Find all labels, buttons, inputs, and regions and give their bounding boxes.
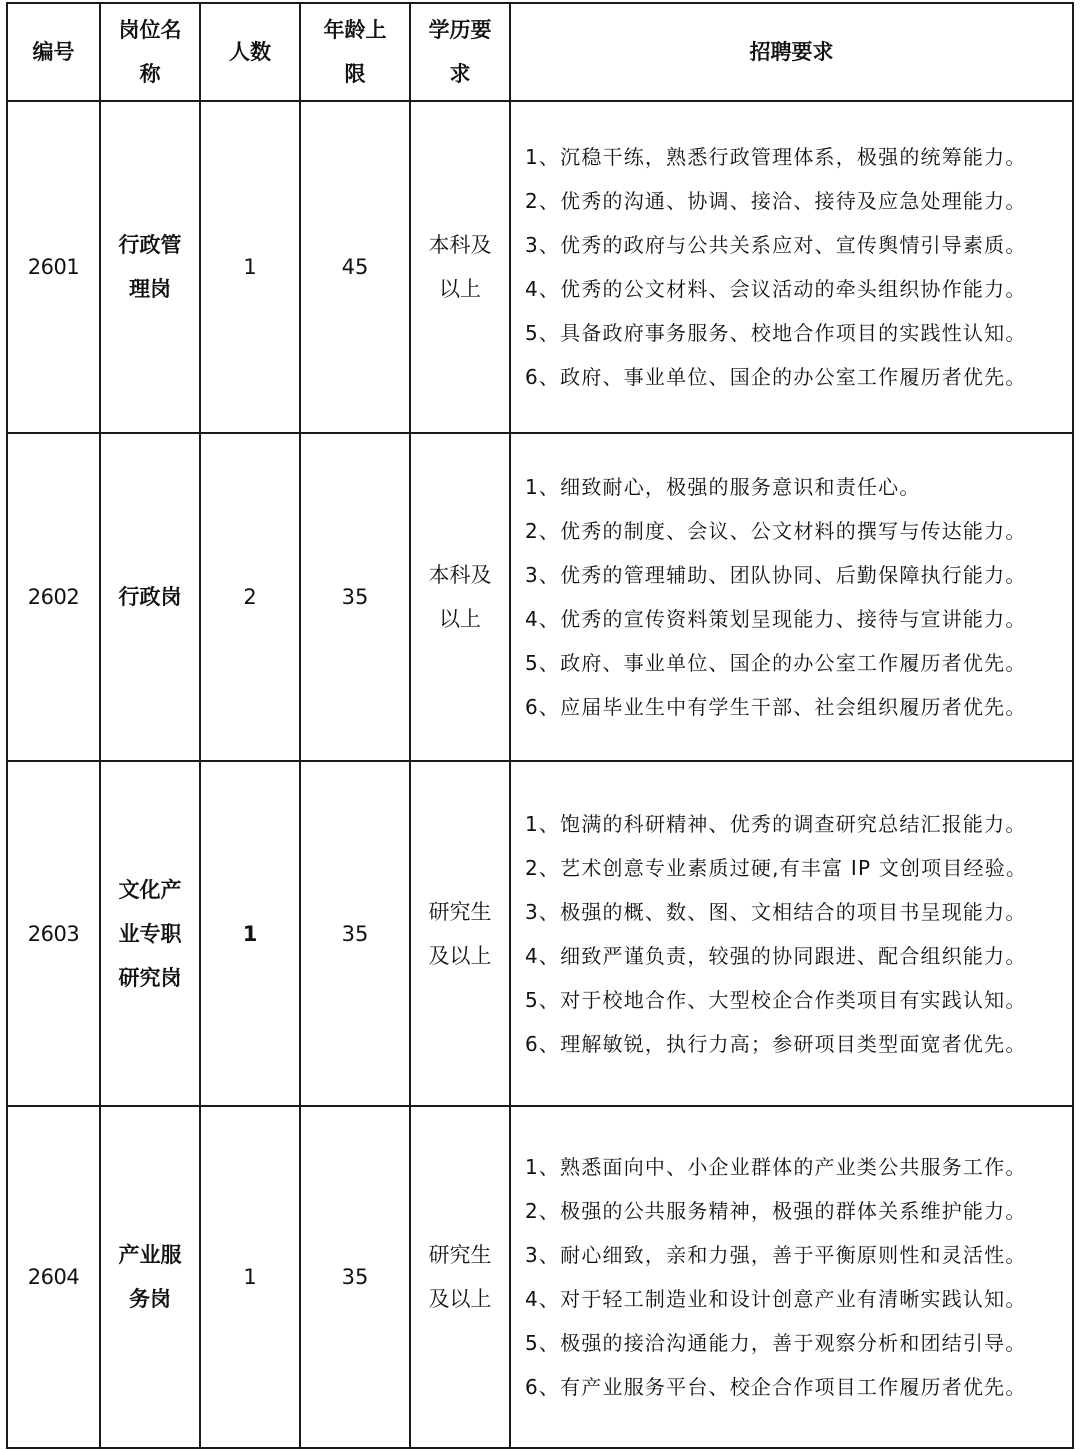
- age-limit: 45: [300, 101, 410, 433]
- position-name: [100, 761, 200, 1106]
- position-id: 2604: [7, 1106, 100, 1448]
- header-row: [7, 3, 1073, 101]
- education-line: 以上: [439, 607, 481, 631]
- age-limit: 35: [300, 1106, 410, 1448]
- requirement-item: 1、熟悉面向中、小企业群体的产业类公共服务工作。: [525, 1155, 1027, 1179]
- headcount: 2: [200, 433, 300, 761]
- education-requirement: [410, 101, 510, 433]
- education-requirement: [410, 1106, 510, 1448]
- education-line: 以上: [439, 277, 481, 301]
- position-name-line: 文化产: [118, 877, 182, 902]
- header-count: [200, 3, 300, 101]
- requirement-item: 5、具备政府事务服务、校地合作项目的实践性认知。: [525, 321, 1027, 345]
- age-limit: 35: [300, 761, 410, 1106]
- education-requirement: [410, 433, 510, 761]
- requirement-item: 4、优秀的宣传资料策划呈现能力、接待与宣讲能力。: [525, 607, 1027, 631]
- position-name: [100, 433, 200, 761]
- position-name-line: 业专职: [118, 921, 182, 946]
- headcount: 1: [200, 761, 300, 1106]
- header-name-line-2: 称: [139, 62, 161, 86]
- recruitment-table: [6, 2, 1074, 1449]
- header-edu-line-1: 学历要: [428, 18, 492, 42]
- header-age: [300, 3, 410, 101]
- position-id: 2603: [7, 761, 100, 1106]
- requirement-item: 2、极强的公共服务精神，极强的群体关系维护能力。: [525, 1199, 1027, 1223]
- headcount: 1: [200, 1106, 300, 1448]
- position-name: [100, 101, 200, 433]
- table-row: [7, 1106, 1073, 1448]
- position-name-line: 理岗: [129, 277, 171, 301]
- position-id: 2601: [7, 101, 100, 433]
- position-id: 2602: [7, 433, 100, 761]
- requirement-item: 3、极强的概、数、图、文相结合的项目书呈现能力。: [525, 899, 1027, 924]
- education-line: 本科及: [428, 233, 492, 257]
- header-age-line-1: 年龄上: [323, 18, 387, 42]
- requirement-item: 4、优秀的公文材料、会议活动的牵头组织协作能力。: [525, 277, 1027, 301]
- requirement-item: 5、政府、事业单位、国企的办公室工作履历者优先。: [525, 651, 1027, 675]
- requirement-item: 1、细致耐心，极强的服务意识和责任心。: [525, 475, 921, 499]
- requirement-item: 3、优秀的管理辅助、团队协同、后勤保障执行能力。: [525, 563, 1027, 587]
- position-name-line: 务岗: [129, 1287, 171, 1311]
- header-name: [100, 3, 200, 101]
- header-requirements: [510, 3, 1073, 101]
- requirement-item: 5、对于校地合作、大型校企合作类项目有实践认知。: [525, 987, 1027, 1012]
- requirements-list: [510, 101, 1073, 433]
- age-limit: 35: [300, 433, 410, 761]
- header-edu-line-2: 求: [449, 62, 471, 86]
- requirement-item: 1、沉稳干练，熟悉行政管理体系，极强的统筹能力。: [525, 145, 1027, 169]
- requirement-item: 2、优秀的制度、会议、公文材料的撰写与传达能力。: [525, 519, 1027, 543]
- position-name-line: 产业服: [118, 1243, 182, 1267]
- header-name-line-1: 岗位名: [118, 18, 182, 42]
- education-line: 及以上: [428, 1287, 492, 1311]
- requirement-item: 1、饱满的科研精神、优秀的调查研究总结汇报能力。: [525, 811, 1027, 836]
- requirements-list: [510, 761, 1073, 1106]
- requirement-item: 3、优秀的政府与公共关系应对、宣传舆情引导素质。: [525, 233, 1027, 257]
- requirement-item: 4、对于轻工制造业和设计创意产业有清晰实践认知。: [525, 1287, 1027, 1311]
- header-requirements-text: 招聘要求: [749, 40, 834, 64]
- education-line: 研究生: [428, 899, 492, 924]
- education-line: 及以上: [428, 943, 492, 968]
- education-line: 研究生: [428, 1243, 492, 1267]
- position-name-line: 研究岗: [118, 965, 182, 990]
- requirement-item: 6、应届毕业生中有学生干部、社会组织履历者优先。: [525, 695, 1027, 719]
- requirement-item: 6、有产业服务平台、校企合作项目工作履历者优先。: [525, 1375, 1027, 1399]
- position-name: [100, 1106, 200, 1448]
- header-edu: [410, 3, 510, 101]
- requirements-list: [510, 433, 1073, 761]
- header-age-line-2: 限: [344, 62, 366, 86]
- requirement-item: 2、优秀的沟通、协调、接洽、接待及应急处理能力。: [525, 189, 1027, 213]
- requirement-item: 6、政府、事业单位、国企的办公室工作履历者优先。: [525, 365, 1027, 389]
- header-id-text: 编号: [32, 40, 75, 64]
- requirement-item: 2、艺术创意专业素质过硬,有丰富 IP 文创项目经验。: [525, 855, 1028, 880]
- education-line: 本科及: [428, 563, 492, 587]
- requirement-item: 6、理解敏锐，执行力高；参研项目类型面宽者优先。: [525, 1031, 1027, 1056]
- education-requirement: [410, 761, 510, 1106]
- requirement-item: 3、耐心细致，亲和力强，善于平衡原则性和灵活性。: [525, 1243, 1027, 1267]
- table-row: [7, 761, 1073, 1106]
- header-id: [7, 3, 100, 101]
- headcount: 1: [200, 101, 300, 433]
- requirements-list: [510, 1106, 1073, 1448]
- position-name-line: 行政管: [118, 233, 182, 257]
- requirement-item: 5、极强的接洽沟通能力，善于观察分析和团结引导。: [525, 1331, 1027, 1355]
- table-row: [7, 433, 1073, 761]
- position-name-line: 行政岗: [118, 585, 182, 609]
- table-row: [7, 101, 1073, 433]
- requirement-item: 4、细致严谨负责，较强的协同跟进、配合组织能力。: [525, 943, 1027, 968]
- header-count-text: 人数: [229, 40, 271, 64]
